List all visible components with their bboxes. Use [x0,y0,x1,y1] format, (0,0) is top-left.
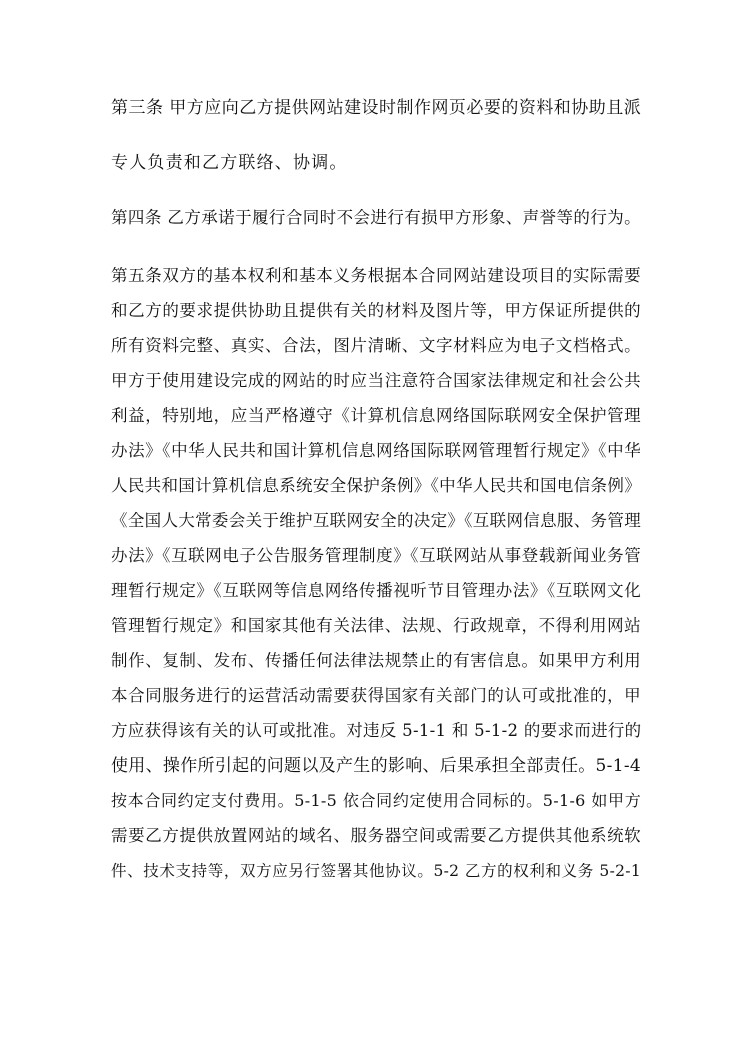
article-5-line-2: 和乙方的要求提供协助且提供有关的材料及图片等，甲方保证所提供的 [111,301,641,320]
article-5-line-8: 《全国人大常委会关于维护互联网安全的决定》《互联网信息服、务管理 [111,511,641,530]
article-5-line-7: 人民共和国计算机信息系统安全保护条例》《中华人民共和国电信条例》 [111,476,641,495]
article-5-line-3: 所有资料完整、真实、合法，图片清晰、文字材料应为电子文档格式。 [111,336,641,355]
article-5-line-9: 办法》《互联网电子公告服务管理制度》《互联网站从事登载新闻业务管 [111,546,641,565]
article-5-line-15: 使用、操作所引起的问题以及产生的影响、后果承担全部责任。5-1-4 [111,756,641,776]
article-5-line-14: 方应获得该有关的认可或批准。对违反 5-1-1 和 5-1-2 的要求而进行的 [111,721,642,740]
article-5-line-11: 管理暂行规定》和国家其他有关法律、法规、行政规章，不得利用网站 [111,616,641,635]
article-5-line-6: 办法》《中华人民共和国计算机信息网络国际联网管理暂行规定》《中华 [111,441,641,460]
article-5-line-17: 需要乙方提供放置网站的域名、服务器空间或需要乙方提供其他系统软 [111,826,641,845]
article-5-line-4: 甲方于使用建设完成的网站的时应当注意符合国家法律规定和社会公共 [111,371,641,390]
article-5-line-1: 第五条双方的基本权利和基本义务根据本合同网站建设项目的实际需要 [111,266,641,285]
article-5-line-10: 理暂行规定》《互联网等信息网络传播视听节目管理办法》《互联网文化 [111,581,641,600]
article-5-line-18: 件、技术支持等，双方应另行签署其他协议。5-2 乙方的权利和义务 5-2-1 [111,862,641,880]
article-3-line-1: 第三条 甲方应向乙方提供网站建设时制作网页必要的资料和协助且派 [111,98,641,118]
article-3-line-2: 专人负责和乙方联络、协调。 [111,153,348,173]
article-5-line-16: 按本合同约定支付费用。5-1-5 依合同约定使用合同标的。5-1-6 如甲方 [111,791,641,810]
article-5-line-12: 制作、复制、发布、传播任何法律法规禁止的有害信息。如果甲方利用 [111,651,641,670]
article-4-line-1: 第四条 乙方承诺于履行合同时不会进行有损甲方形象、声誉等的行为。 [111,208,641,227]
article-5-line-5: 利益，特别地，应当严格遵守《计算机信息网络国际联网安全保护管理 [111,406,641,425]
article-5-line-13: 本合同服务进行的运营活动需要获得国家有关部门的认可或批准的，甲 [111,686,641,705]
